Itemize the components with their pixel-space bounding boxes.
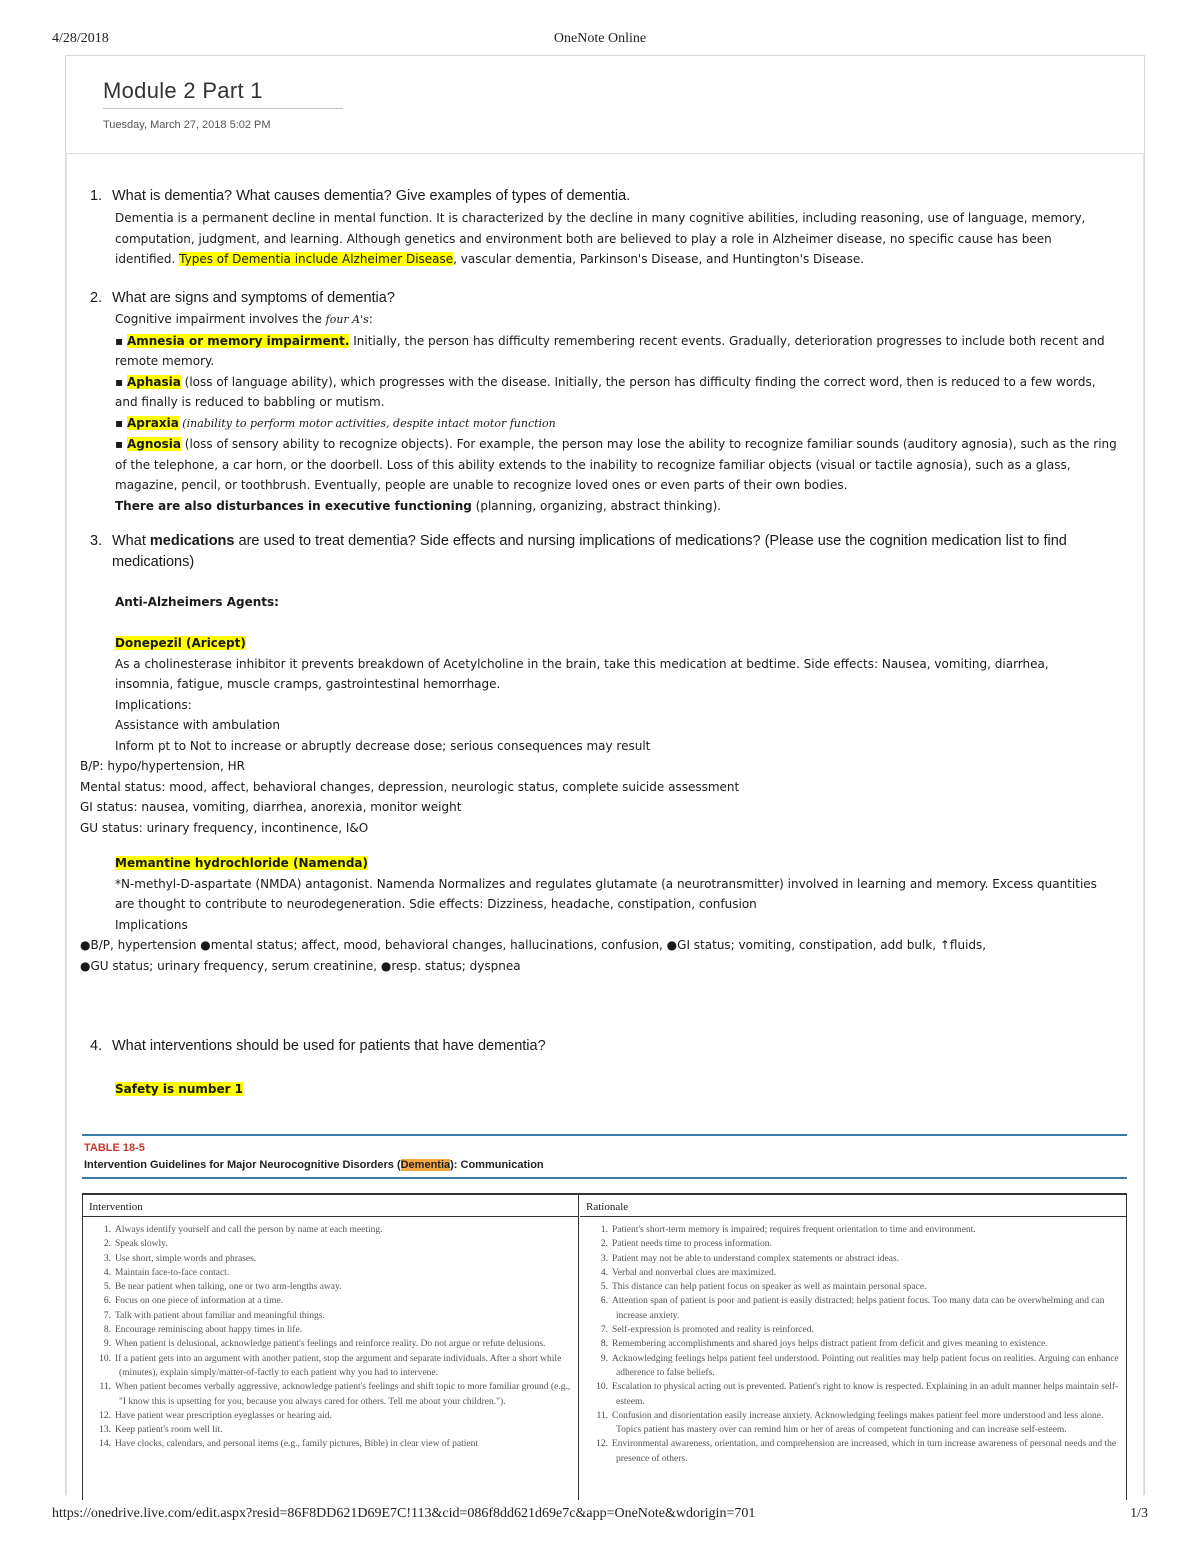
- intervention-item: 13. Keep patient's room well lit.: [99, 1425, 223, 1436]
- rationale-item: 7. Self-expression is promoted and reality is reinforced.: [600, 1325, 814, 1336]
- answer-line: As a cholinesterase inhibitor it prevents breakdown of Acetylcholine in the brain, take this medication at bedtime. Side effects: Nausea, vomiting, diarrhea,: [115, 656, 1049, 671]
- answer-3[interactable]: [115, 592, 1049, 756]
- rationale-item: 8. Remembering accomplishments and shared joys helps distract patient from deficit and gives meaning to existence.: [600, 1339, 1048, 1350]
- answer-4[interactable]: [115, 1079, 243, 1100]
- rationale-item: 4. Verbal and nonverbal clues are maximized.: [600, 1267, 777, 1278]
- page-title-area: [103, 78, 343, 131]
- answer-line: of the telephone, a car horn, or the doorbell. Loss of this ability extends to the inability to recognize familiar objects (visual or tactile agnosia), such as a glass,: [115, 457, 1071, 472]
- answer-line: identified. Types of Dementia include Alzheimer Disease, vascular dementia, Parkinson's Disease, and Huntington's Disease.: [115, 252, 865, 266]
- question-text: What interventions should be used for patients that have dementia?: [112, 1038, 546, 1054]
- answer-line: Implications:: [115, 697, 192, 712]
- print-date: 4/28/2018: [52, 31, 109, 46]
- answer-line: remote memory.: [115, 354, 215, 368]
- intervention-item: 14. Have clocks, calendars, and personal items (e.g., family pictures, Bible) in clear view of patient: [99, 1439, 478, 1450]
- answer-line: ●B/P, hypertension ●mental status; affect, mood, behavioral changes, hallucinations, confusion, ●GI status; vomiting, constipation, add bulk, ↑fluids,: [80, 938, 987, 952]
- question-number: 4.: [90, 1038, 103, 1054]
- intervention-item: 4. Maintain face-to-face contact.: [103, 1267, 230, 1278]
- intervention-item: 7. Talk with patient about familiar and meaningful things.: [103, 1310, 325, 1321]
- rationale-item: 10. Escalation to physical acting out is prevented. Patient's right to know is respected. Explaining in an adult manner helps maintain self-esteem.: [596, 1382, 1119, 1407]
- answer-1[interactable]: [115, 208, 1085, 270]
- rationale-list: [580, 1217, 1126, 1466]
- answer-line: Cognitive impairment involves the four A's:: [115, 312, 373, 326]
- highlighted-text: Agnosia: [126, 437, 181, 451]
- table-caption: Intervention Guidelines for Major Neurocognitive Disorders (Dementia): Communication: [84, 1159, 544, 1171]
- answer-line: are thought to contribute to neurodegeneration. Sdie effects: Dizziness, headache, constipation, confusion: [115, 897, 757, 911]
- symptom-apraxia: ▪ Apraxia (inability to perform motor activities, despite intact motor function: [115, 415, 556, 430]
- drug-name: Memantine hydrochloride (Namenda): [115, 856, 368, 870]
- table-top-rule: [82, 1134, 1127, 1136]
- page-title[interactable]: Module 2 Part 1: [103, 78, 343, 109]
- column-header: Rationale: [580, 1195, 1126, 1217]
- rationale-item: 3. Patient may not be able to understand complex statements or abstract ideas.: [600, 1253, 900, 1264]
- symptom-aphasia: ▪ Aphasia (loss of language ability), which progresses with the disease. Initially, the person has difficulty finding the correct word, then is reduced to a few words,: [115, 374, 1096, 389]
- symptom-agnosia: ▪ Agnosia (loss of sensory ability to recognize objects). For example, the person may lose the ability to recognize familiar sounds (auditory agnosia), such as the ring: [115, 437, 1117, 451]
- intervention-item: 6. Focus on one piece of information at a time.: [103, 1296, 284, 1307]
- intervention-item: 5. Be near patient when talking, one or two arm-lengths away.: [103, 1282, 342, 1293]
- answer-2[interactable]: [115, 309, 1117, 516]
- question-number: 1.: [90, 188, 103, 204]
- drug-class-heading: Anti-Alzheimers Agents:: [115, 595, 279, 609]
- intervention-column: [83, 1195, 579, 1500]
- namenda-implications[interactable]: [80, 935, 986, 976]
- answer-line: *N-methyl-D-aspartate (NMDA) antagonist. Namenda Normalizes and regulates glutamate (a neurotransmitter) involved in learning and memory. Excess quantities: [115, 876, 1097, 891]
- rationale-item: 5. This distance can help patient focus on speaker as well as maintain personal space.: [600, 1282, 927, 1293]
- namenda-block[interactable]: [115, 853, 1097, 935]
- print-app-name: OneNote Online: [553, 31, 647, 46]
- highlighted-text: Safety is number 1: [115, 1082, 244, 1096]
- rationale-item: 6. Attention span of patient is poor and patient is easily distracted; helps patient focus. Too many data can be overwhelming and can increase anxiety.: [600, 1296, 1105, 1321]
- intervention-table: [82, 1193, 1127, 1500]
- intervention-item: 9. When patient is delusional, acknowledge patient's feelings and reinforce reality. Do not argue or refute delusions.: [103, 1339, 546, 1350]
- highlighted-text: Dementia: [400, 1159, 451, 1171]
- table-label: TABLE 18-5: [84, 1142, 145, 1154]
- intervention-item: 10. If a patient gets into an argument with another patient, stop the argument and separate individuals. After a short while (minutes), explain simply/matter-of-factly to each patient why you had to intervene.: [99, 1353, 562, 1378]
- rationale-item: 11. Confusion and disorientation easily increase anxiety. Acknowledging feelings makes patient feel more understood and less alone. Topics patient has mastery over can remind him or her of areas of competent functioning and can increase self-esteem.: [596, 1410, 1104, 1436]
- highlighted-text: Apraxia: [126, 415, 179, 430]
- question-number: 3.: [90, 533, 103, 549]
- answer-line: Dementia is a permanent decline in mental function. It is characterized by the decline in many cognitive abilities, including reasoning, use of language, memory,: [115, 211, 1086, 225]
- print-footer: [52, 1506, 1148, 1526]
- print-header: [52, 31, 1148, 51]
- symptom-amnesia: ▪ Amnesia or memory impairment. Initially, the person has difficulty remembering recent events. Gradually, deterioration progresses to include both recent and: [115, 333, 1105, 348]
- question-number: 2.: [90, 290, 103, 306]
- answer-line: and finally is reduced to babbling or mutism.: [115, 395, 385, 409]
- rationale-item: 9. Acknowledging feelings helps patient feel understood. Pointing out realities may help patient focus on realities. Arguing can enhance adherence to false beliefs.: [600, 1353, 1119, 1378]
- donepezil-monitoring[interactable]: [80, 756, 739, 838]
- answer-line: insomnia, fatigue, muscle cramps, gastrointestinal hemorrhage.: [115, 677, 501, 691]
- question-4[interactable]: [90, 1038, 546, 1054]
- rationale-column: [580, 1195, 1126, 1500]
- drug-name: Donepezil (Aricept): [115, 636, 246, 650]
- answer-line: GU status: urinary frequency, incontinence, I&O: [80, 820, 369, 835]
- table-bottom-rule: [82, 1177, 1127, 1179]
- intervention-item: 1. Always identify yourself and call the person by name at each meeting.: [103, 1225, 383, 1235]
- answer-line: magazine, pencil, or toothbrush. Eventually, people are unable to recognize loved ones or even parts of their own bodies.: [115, 478, 848, 492]
- executive-functioning-line: There are also disturbances in executive functioning (planning, organizing, abstract thinking).: [115, 498, 722, 513]
- column-header: Intervention: [83, 1195, 578, 1217]
- intervention-item: 12. Have patient wear prescription eyeglasses or hearing aid.: [99, 1410, 332, 1421]
- intervention-item: 3. Use short, simple words and phrases.: [103, 1253, 257, 1264]
- question-1[interactable]: [90, 188, 630, 204]
- highlighted-text: Amnesia or memory impairment.: [126, 333, 350, 348]
- intervention-list: [83, 1217, 578, 1452]
- print-url: https://onedrive.live.com/edit.aspx?resid=86F8DD621D69E7C!113&cid=086f8dd621d69e7c&app=OneNote&wdorigin=701: [52, 1506, 756, 1521]
- rationale-item: 12. Environmental awareness, orientation, and comprehension are increased, which in turn increase awareness of personal needs and the presence of others.: [596, 1439, 1117, 1464]
- safety-line: [115, 1079, 243, 1100]
- rationale-item: 1. Patient's short-term memory is impaired; requires frequent orientation to time and environment.: [600, 1225, 976, 1235]
- question-text: What is dementia? What causes dementia? Give examples of types of dementia.: [112, 188, 631, 204]
- answer-line: computation, judgment, and learning. Although genetics and environment both are believed to play a role in Alzheimer disease, no specific cause has been: [115, 231, 1052, 246]
- answer-line: Assistance with ambulation: [115, 718, 280, 732]
- answer-line: Mental status: mood, affect, behavioral changes, depression, neurologic status, complete suicide assessment: [80, 779, 740, 794]
- intervention-item: 11. When patient becomes verbally aggressive, acknowledge patient's feelings and shift topic to more familiar ground (e.g., "I know this is upsetting for you, because you always cared for others. Tell me about your children.").: [99, 1382, 571, 1407]
- rationale-item: 2. Patient needs time to process information.: [600, 1239, 772, 1250]
- answer-line: Inform pt to Not to increase or abruptly decrease dose; serious consequences may result: [115, 738, 651, 753]
- answer-line: Implications: [115, 917, 188, 932]
- answer-line: B/P: hypo/hypertension, HR: [80, 759, 245, 773]
- answer-line: GI status: nausea, vomiting, diarrhea, anorexia, monitor weight: [80, 800, 462, 814]
- question-text: What are signs and symptoms of dementia?: [112, 290, 395, 306]
- question-3[interactable]: 3. What medications are used to treat dementia? Side effects and nursing implications of medications? (Please use the cognition medication list to find medications): [90, 533, 1067, 570]
- answer-line: ●GU status; urinary frequency, serum creatinine, ●resp. status; dyspnea: [80, 958, 521, 973]
- intervention-item: 2. Speak slowly.: [103, 1239, 168, 1250]
- highlighted-text: Types of Dementia include Alzheimer Disease: [179, 252, 454, 266]
- highlighted-text: Aphasia: [126, 374, 181, 389]
- print-page-number: 1/3: [1130, 1506, 1148, 1521]
- question-2[interactable]: [90, 290, 395, 306]
- intervention-item: 8. Encourage reminiscing about happy times in life.: [103, 1325, 303, 1336]
- page-date: Tuesday, March 27, 2018 5:02 PM: [103, 119, 271, 131]
